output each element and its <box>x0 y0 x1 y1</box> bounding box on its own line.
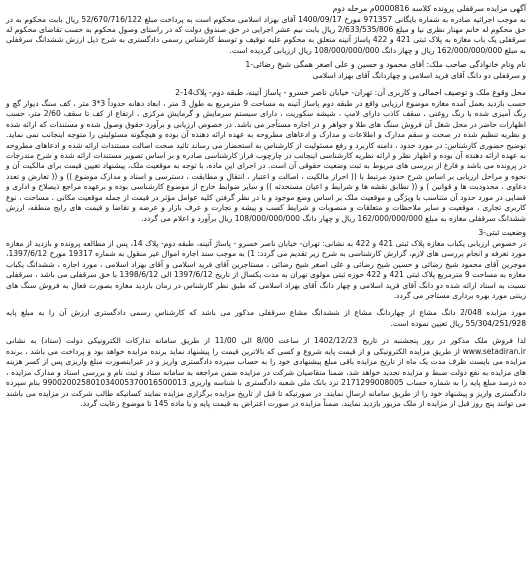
registration-title: وضعیت ثبتی-3 <box>478 228 526 238</box>
owner-title: نام ونام خانوادگی صاحب ملک: آقای محمود و حسین و علی اصغر همگی شیخ رضائی-1 <box>245 60 526 70</box>
registration-paragraph: در خصوص ارزیابی یکباب مغازه پلاک ثبتی 421 و 422 به نشانی: تهران- خیابان ناصر خسرو - پاساژ آتینه، طبقه دوم- پلاک 14، پس از مطالعه پرونده و بازدید از مغازه مورد تعرفه و انجام بررسی های لازم، گزارش کارشناسی به شرح زیر تقدیم می گردد: 1) به موجب سند اجاره اموال غیر منقول به شماره 19317 مورخ 1397/6/12، موجرین آقای محمود شیخ رضائی و حسین شیخ رضائی و علی اصغر شیخ رضائی ، مستاجرین آقای فرید اسلامی و آقای بهزاد اسلامی ، مورد اجاره ، ششدانگ یکباب مغازه به مساحت 9 مترمربع پلاک ثبتی 421 و 422 حوزه ثبتی مولوی تهران به مدت یکسال از تاریخ 1397/6/12 الی 1398/6/12 با حق سرقفلی می باشد ، سرقفلی نسبت به اسناد ارائه شده دو دانگ آقای فرید اسلامی و چهار دانگ آقای بهزاد اسلامی که طبق نظر کارشناس در زمان بازدید مغازه بصورت فعال به فروش سنگ های زینتی مورد بهره برداری مستاجر می گردد. <box>6 238 527 300</box>
auction-subject: مورد مزایده 2/048 دانگ مشاع از چهاردانگ مشاع از ششدانگ مشاع سرقفلی مذکور می باشد که کارشناس رسمی دادگستری ارزش آن را به مبلغ پایه 55/304/251/928 ریال تعیین نموده است. <box>6 308 526 328</box>
location-title: محل وقوع ملک و توصیف اجمالی و کاربری آن: تهران- خیابان ناصر خسرو - پاساژ آتینه، طبقه دوم- پلاک14-2 <box>175 88 526 98</box>
notice-title: آگهی مزایده سرقفلی پرونده کلاسه 0000816م مرحله دوم <box>332 4 526 13</box>
auction-terms: لذا فروش ملک مذکور در روز پنجشنبه در تاریخ 1402/12/23 از ساعت 8/00 الی 11/00 از طریق سامانه تدارکات الکترونیکی دولت (ستاد) به نشانی www.setadiran.ir از طریق مزایده الکترونیکی و از قیمت پایه شروع و کسی که بالاترین قیمت را پیشنهاد نماید برنده مزایده خواهد بود و پرداخت می باشد ، برنده مزایده می بایست ظرف مدت یک ماه از تاریخ مزایده باقی مبلغ پیشنهادی خود را به حساب سپرده دادگستری واریز و در غیراینصورت مبلغ واریزی پس از کسر هزینه های مزایده به نفع دولت ضبط و مزایده تجدید خواهد شد، ضمنا متقاضیان شرکت در مزایده ضمن مراجعه به سامانه ستاد و ثبت نام و بررسی اسناد و مدارک مزایده ، ده درصد مبلغ پایه را به شماره حساب 2171299008005 نزد بانک ملی شعبه دادگستری با شناسه واریزی 990020025801034005370016500013 بنام سپرده دادگستری واریز و پیشنهاد خود را از طریق سامانه ارسال نمایند. در صورتیکه تا قبل از تاریخ مزایده برگزاری مزایده نمایند کسانیکه طالب شرکت در مزایده می باشند می توانند پنج روز قبل از مزایده از ملک مزبور بازدید نمایند. ضمناً مزایده در صورت اعتراض به قیمت پایه و یا ماده 145 تا موضوع رعایت گردد. <box>6 336 526 409</box>
property-description: حسب بازدید بعمل آمده مغازه موضوع ارزیابی واقع در طبقه دوم پاساژ آتینه به مساحت 9 مترمربع به طول 3 متر ، ابعاد دهانه حدوداً 3*3 متر ، کف سنگ دیوار گچ و رنگ آمیزی شده با رنگ روغنی ، سقف کاذب دارای لامپ ، شیشه سکوریت ، دارای سیستم سرمایش و گرمایش مرکزی ، ارتفاع از کف تا سقف 2/60 متر، حسب اظهارات حاضر در محل شغل آن فروش سنگ های طلا و جواهر و در اجاره مستأجر می باشد. در خصوص ارزیابی و برآورد حقوق وصول شده و مستندات که ارائه شده و نظریه تنظیم شده در صحت و سقم مدارک و اطلاعات و مدارک و ادعاهای مطروحه به عهده ارائه دهنده آن بوده و هیچگونه مسئولیتی را متوجه اینجانب نمی نماید. توضیح حضوری کارشناس: در مورد حدود ، دامنه کاربرد و رفع مسئولیت از کارشناس به استحضار می رساند تائید صحت اصالت مستندات ارائه شده و ادعاهای مطروحه به عهده ارائه دهنده آن بوده و اظهار نظر و ارائه نظریه کارشناسی اینجانب در چارچوب قرار کارشناسی صادره و بر اساس تصویر مستندات ارائه شده و شرح مندرجات در پرونده می باشد و فارغ از بررسی های مربوط به ثبت وضعیت حقوقی آن است. در اجرای این ماده، با توجه به موقعیت ملک، پیشنهاد تعیین قیمت برای مالکیت آن و نحوه و مراحل ارزیابی بر اساس شرح حدود مرتبط با (( احراز مالکیت ، اصالت و اعتبار ، انتقال و مطابقت ، دسترسی و اسناد و مدارک موضوع )) و (( تعارض و تعدد دعاوی ، محدودیت ها و قوانین ) و (( تطابق نقشه ها و شرایط و اعیان مستحدثه )) و سایر ضوابط خارج از موضوع کارشناسی بوده و برعهده مراجع ذیصلاح و اداری و قضایی در مورد حدود آن متناسب با ویژگی و موقعیت ملک بر اساس وضع موجود و با در نظر گرفتن کلیه عوامل مؤثر در قیمت از جمله موقعیت مکانی ، مساحت ، نوع کاربری تجاری ، موقعیت و سایر ملاحظات و متعلقات و منصوبات و شرایط کسب و پیشه و تجارت و عرف بازار و عرضه و تقاضا و قیمت های رایج منطقه، ارزش ششدانگ سرقفلی مغازه به مبلغ 162/000/000/000 ریال و چهار دانگ 108/000/000/000 ریال برآورد و اعلام می گردد. <box>6 98 527 223</box>
owner-second-line: و سرقفلی دو دانگ آقای فرید اسلامی و چهاردانگ آقای بهزاد اسلامی <box>312 70 526 80</box>
notice-intro: به موجب اجرائیه صادره به شماره بایگانی 971357 مورخ 1400/09/17 آقای بهزاد اسلامی محکوم است به پرداخت مبلغ 52/670/716/122 ریال بابت محکوم به در حق محکوم له خانم مهناز نظری نیا و مبلغ 2/633/535/806 ریال بابت نیم عشر اجرایی در حق صندوق دولت که در راستای وصول محکوم به حسب تقاضای محکوم له سرقفلی یک باب مغازه به پلاک ثبتی 421 و 422 پاساژ آتینه متعلق به محکوم علیه توقیف و توسط کارشناس رسمی دادگستری به شرح ذیل ارزش ششدانگ سرقفلی به مبلغ 162/000/000/000 ریال و چهار دانگ 108/000/000/000 ریال ارزیابی گردیده است. <box>6 14 526 55</box>
